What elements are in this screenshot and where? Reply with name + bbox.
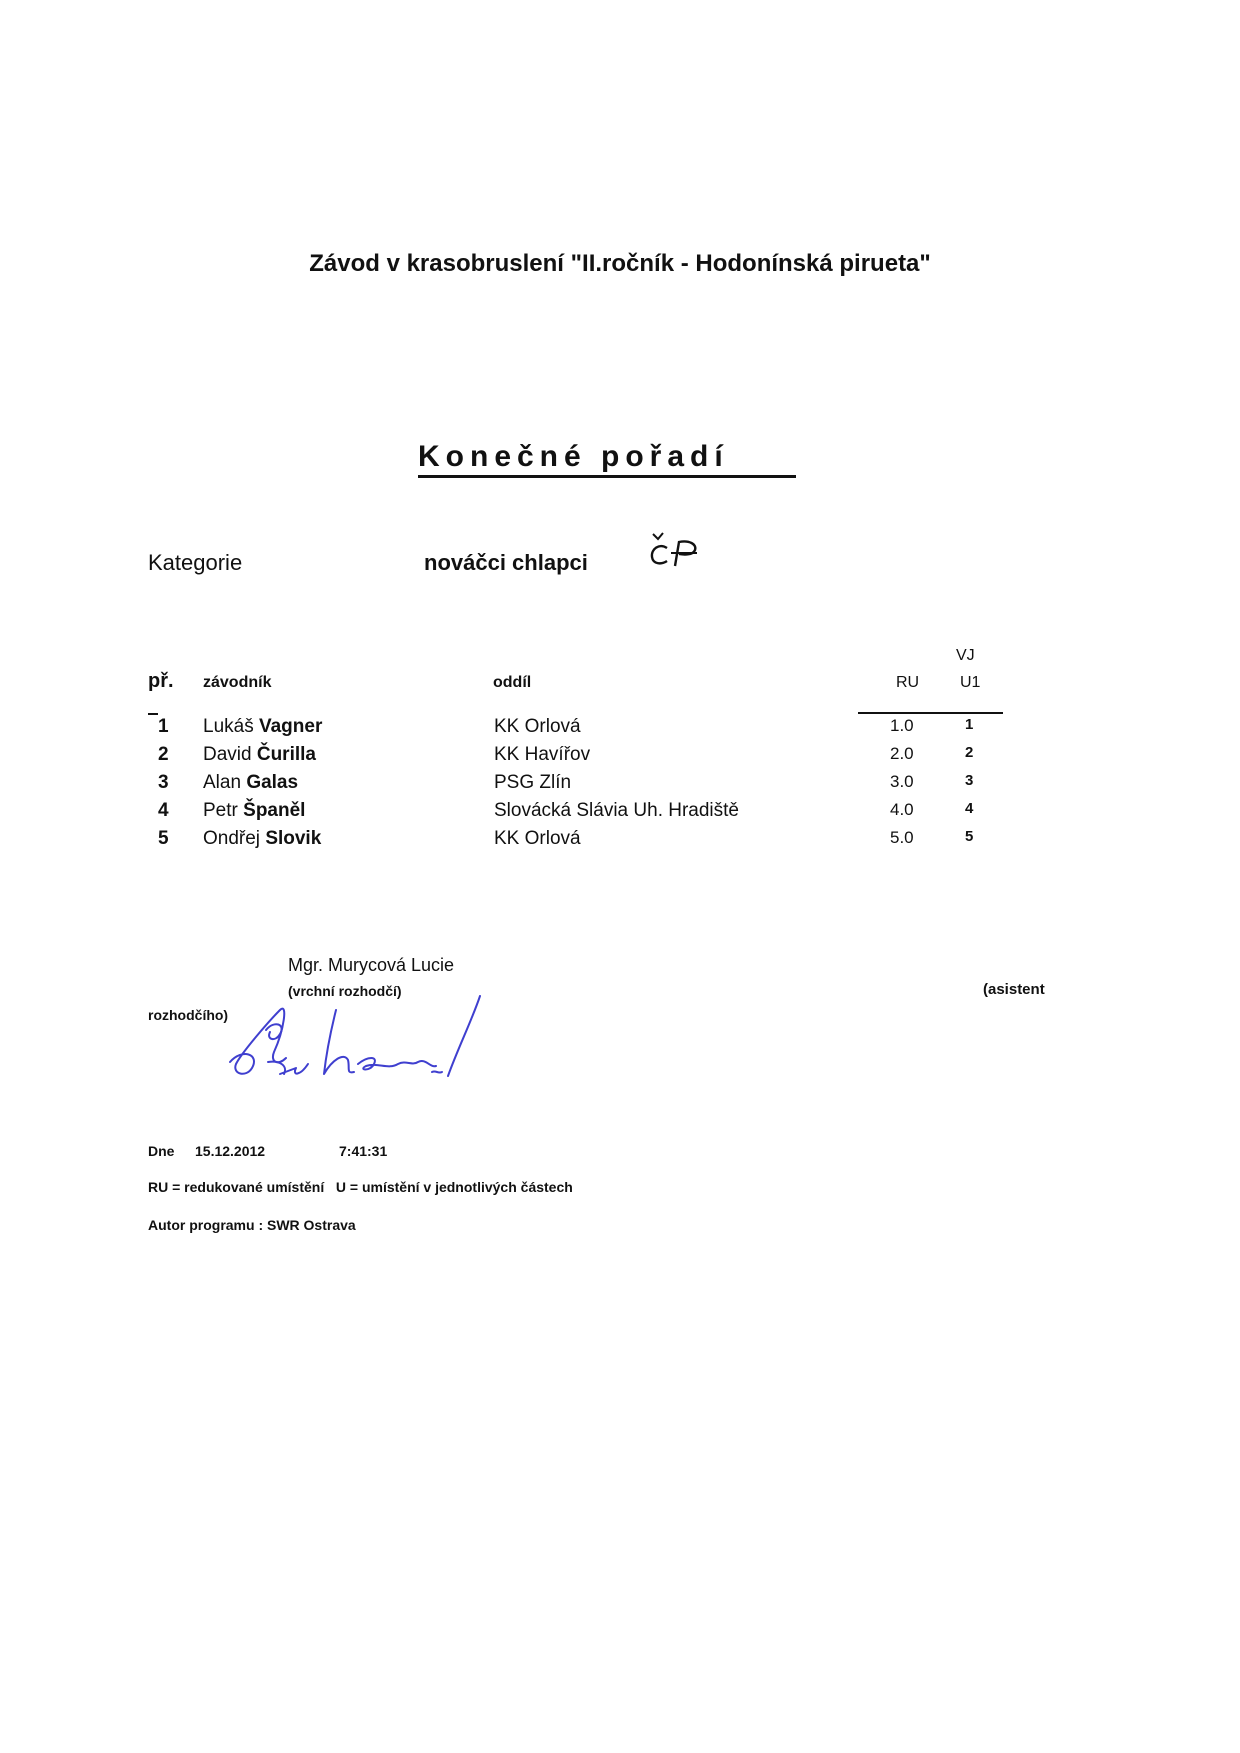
- judge-signature: [222, 990, 542, 1090]
- row-club: Slovácká Slávia Uh. Hradiště: [494, 800, 739, 821]
- judge-name: Mgr. Murycová Lucie: [288, 955, 455, 975]
- assistant-label-end: rozhodčího): [148, 1007, 229, 1023]
- date-label: Dne: [148, 1143, 175, 1159]
- program-author: Autor programu : SWR Ostrava: [148, 1217, 356, 1233]
- row-ru: 4.0: [890, 800, 914, 819]
- row-u1: 4: [965, 800, 974, 817]
- row-competitor: [203, 716, 322, 738]
- table-row: [0, 716, 1240, 744]
- header-u1: U1: [960, 674, 981, 691]
- handwritten-cp-note: [645, 528, 705, 570]
- time-value: 7:41:31: [339, 1143, 388, 1159]
- row-rank: 3: [158, 772, 169, 793]
- row-competitor: [203, 772, 298, 794]
- first-name: Ondřej: [203, 828, 261, 849]
- row-u1: 2: [965, 744, 974, 761]
- row-rank: 5: [158, 828, 169, 849]
- row-competitor: [203, 828, 321, 850]
- category-value: nováčci chlapci: [424, 550, 588, 575]
- category-label: Kategorie: [148, 550, 243, 575]
- row-rank: 4: [158, 800, 169, 821]
- row-u1: 5: [965, 828, 974, 845]
- row-club: KK Orlová: [494, 828, 581, 849]
- rank-column-dash: [148, 713, 158, 715]
- document-title: Závod v krasobruslení "II.ročník - Hodonínská pirueta": [309, 250, 931, 277]
- row-competitor: [203, 800, 305, 822]
- row-ru: 3.0: [890, 772, 914, 791]
- row-ru: 1.0: [890, 716, 914, 735]
- header-club: oddíl: [493, 674, 532, 691]
- row-competitor: [203, 744, 316, 766]
- table-row: [0, 744, 1240, 772]
- row-club: KK Orlová: [494, 716, 581, 737]
- row-u1: 3: [965, 772, 974, 789]
- row-club: KK Havířov: [494, 744, 591, 765]
- first-name: Lukáš: [203, 716, 254, 737]
- row-u1: 1: [965, 716, 974, 733]
- row-ru: 5.0: [890, 828, 914, 847]
- table-row: [0, 828, 1240, 856]
- date-value: 15.12.2012: [195, 1143, 266, 1159]
- header-competitor: závodník: [203, 674, 272, 691]
- row-rank: 1: [158, 716, 169, 737]
- table-row: [0, 772, 1240, 800]
- table-row: [0, 800, 1240, 828]
- page-heading: Konečné pořadí: [418, 440, 729, 473]
- header-vj: VJ: [956, 647, 975, 664]
- last-name: Galas: [246, 772, 299, 793]
- first-name: Alan: [203, 772, 242, 793]
- row-rank: 2: [158, 744, 169, 765]
- last-name: Slovik: [265, 828, 322, 849]
- judge-role: (vrchní rozhodčí): [288, 983, 402, 999]
- header-rank: př.: [148, 670, 174, 692]
- first-name: Petr: [203, 800, 238, 821]
- last-name: Vagner: [258, 716, 323, 737]
- header-ru: RU: [896, 674, 920, 691]
- heading-underline: [418, 475, 796, 478]
- first-name: David: [203, 744, 252, 765]
- header-divider: [858, 712, 1003, 714]
- row-ru: 2.0: [890, 744, 914, 763]
- assistant-label-start: (asistent: [983, 981, 1045, 998]
- legend-text: RU = redukované umístění U = umístění v jednotlivých částech: [148, 1179, 573, 1195]
- row-club: PSG Zlín: [494, 772, 572, 793]
- last-name: Čurilla: [256, 744, 316, 765]
- last-name: Španěl: [243, 800, 306, 821]
